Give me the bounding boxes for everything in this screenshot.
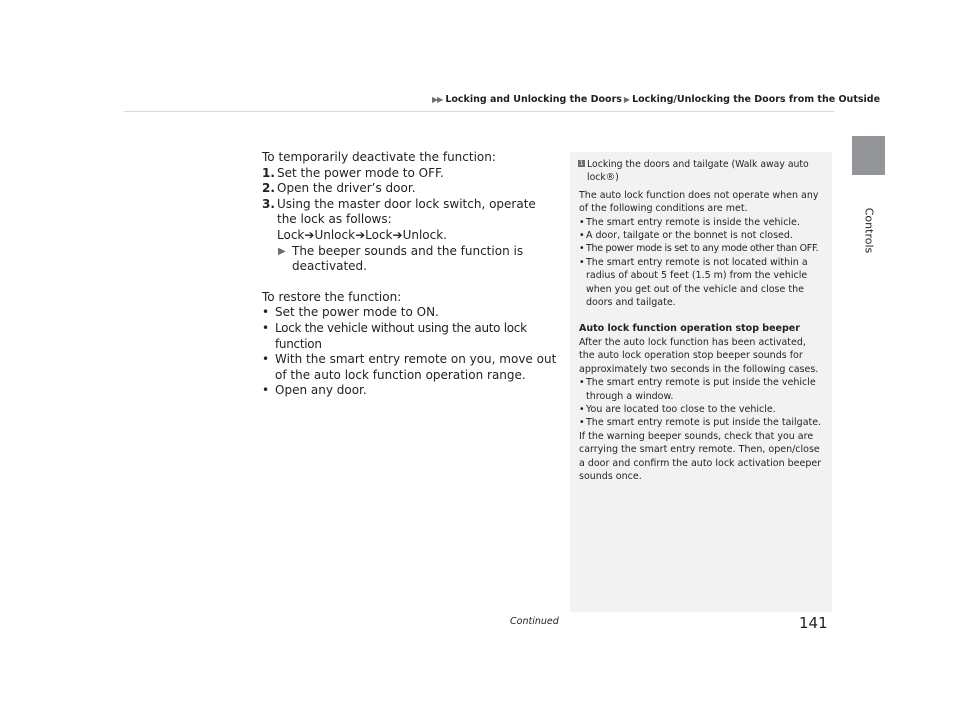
panel-heading-text: Locking the doors and tailgate (Walk away auto lock®) — [587, 159, 809, 184]
step-2 — [262, 181, 558, 197]
section-tab-label — [846, 190, 892, 270]
bullet-icon: • — [262, 305, 270, 320]
bullet-icon: • — [579, 230, 585, 242]
step-3 — [262, 197, 558, 244]
condition-item — [578, 256, 824, 310]
double-triangle-icon: ▶▶ — [432, 95, 443, 104]
panel-heading — [578, 158, 824, 185]
bullet-icon: • — [579, 256, 585, 268]
arrow-right-icon: ➔ — [304, 227, 315, 242]
step-3-text: Using the master door lock switch, operate the lock as follows: — [277, 196, 536, 227]
case-text: The smart entry remote is put inside the vehicle through a window. — [586, 377, 816, 402]
header-divider — [124, 111, 834, 112]
restore-item — [262, 321, 558, 352]
arrow-right-icon: ➔ — [355, 227, 366, 242]
reference-marker-icon: 1 — [579, 160, 584, 167]
bullet-icon: • — [579, 403, 585, 415]
continued-label: Continued — [510, 616, 559, 627]
triangle-icon: ▶ — [623, 95, 631, 104]
restore-item — [262, 305, 558, 321]
page-number: 141 — [799, 614, 828, 632]
step-text: Open the driver’s door. — [277, 181, 416, 196]
info-panel — [570, 152, 832, 612]
bullet-icon: • — [579, 417, 585, 429]
case-text: You are located too close to the vehicle. — [586, 403, 776, 415]
condition-item — [578, 229, 824, 242]
case-item — [578, 403, 824, 416]
condition-text: The power mode is set to any mode other than OFF. — [586, 243, 819, 255]
main-content — [262, 150, 558, 399]
section-tab-marker — [852, 136, 885, 175]
deactivate-intro: To temporarily deactivate the function: — [262, 150, 496, 164]
step-number: 2. — [262, 181, 275, 196]
panel-closing: If the warning beeper sounds, check that you are carrying the smart entry remote. Then, open/close a door and confirm the auto lock activation beeper sounds once. — [579, 430, 822, 482]
restore-text: With the smart entry remote on you, move out of the auto lock function operation range. — [275, 352, 557, 382]
condition-item — [578, 242, 824, 255]
bullet-icon: • — [262, 352, 270, 367]
breadcrumb — [432, 94, 880, 105]
section-tab-text: Controls — [862, 207, 876, 253]
panel-subheading: Auto lock function operation stop beeper — [579, 323, 800, 335]
restore-item — [262, 352, 558, 383]
sequence-step: Lock — [365, 227, 393, 242]
condition-item — [578, 216, 824, 229]
arrow-right-icon: ➔ — [392, 227, 403, 242]
step-number: 1. — [262, 165, 275, 180]
step-text: Set the power mode to OFF. — [277, 165, 444, 180]
condition-text: The smart entry remote is inside the vehicle. — [586, 216, 800, 228]
bullet-icon: • — [579, 243, 585, 255]
bullet-icon: • — [262, 383, 270, 398]
restore-title: To restore the function: — [262, 289, 402, 304]
step-result — [262, 244, 558, 275]
step-number: 3. — [262, 196, 275, 211]
restore-item — [262, 383, 558, 399]
restore-text: Open any door. — [275, 383, 367, 398]
restore-text: Lock the vehicle without using the auto lock function — [275, 320, 527, 351]
step-1 — [262, 166, 558, 182]
bullet-icon: • — [579, 377, 585, 389]
case-text: The smart entry remote is put inside the tailgate. — [586, 417, 822, 429]
sequence-step: Lock — [277, 227, 305, 242]
lock-sequence — [277, 228, 447, 242]
sequence-step: Unlock. — [402, 227, 447, 242]
panel-intro: The auto lock function does not operate when any of the following conditions are met. — [579, 189, 819, 215]
bullet-icon: • — [579, 216, 585, 228]
breadcrumb-section: Locking and Unlocking the Doors — [445, 94, 622, 105]
case-item — [578, 416, 824, 429]
step-text — [277, 197, 558, 244]
condition-text: A door, tailgate or the bonnet is not closed. — [586, 230, 793, 242]
condition-text: The smart entry remote is not located within a radius of about 5 feet (1.5 m) from the vehicle when you get out of the vehicle and close the doors and tailgate. — [586, 256, 808, 309]
result-arrow-icon: ▶ — [278, 245, 286, 257]
restore-text: Set the power mode to ON. — [275, 305, 439, 320]
bullet-icon: • — [262, 320, 270, 335]
sequence-step: Unlock — [314, 227, 356, 242]
breadcrumb-subsection: Locking/Unlocking the Doors from the Outside — [632, 94, 881, 105]
case-item — [578, 376, 824, 403]
panel-sub-intro: After the auto lock function has been activated, the auto lock operation stop beeper sounds for approximately two seconds in the following cases. — [579, 336, 819, 375]
result-text: The beeper sounds and the function is deactivated. — [292, 243, 524, 274]
